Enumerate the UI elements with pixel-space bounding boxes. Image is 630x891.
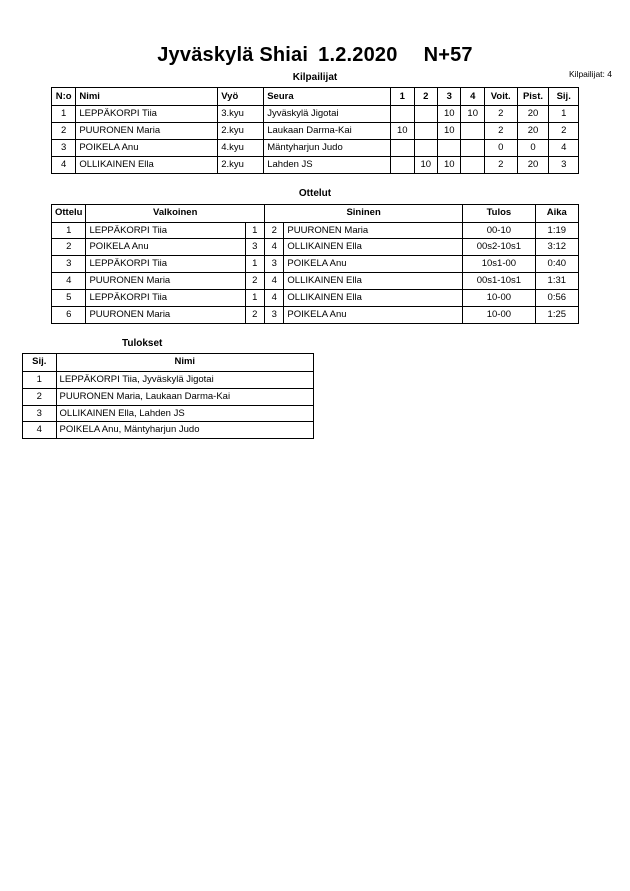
cell-round-3: 10 <box>438 106 461 123</box>
table-header-row <box>52 204 579 222</box>
table-row <box>52 273 579 290</box>
cell-rank: 1 <box>549 106 579 123</box>
cell-blue-seed: 3 <box>265 306 284 323</box>
cell-match-no: 1 <box>52 222 86 239</box>
cell-result-name: PUURONEN Maria, Laukaan Darma-Kai <box>56 388 313 405</box>
cell-blue-name: OLLIKAINEN Ella <box>284 290 463 307</box>
column-header-wins: Voit. <box>484 88 517 106</box>
cell-white-name: PUURONEN Maria <box>86 306 245 323</box>
cell-white-name: PUURONEN Maria <box>86 273 245 290</box>
cell-white-name: LEPPÄKORPI Tiia <box>86 290 245 307</box>
cell-club: Mäntyharjun Judo <box>264 139 391 156</box>
title-event: Jyväskylä Shiai <box>157 44 309 66</box>
page-title <box>0 0 630 67</box>
cell-round-4 <box>461 122 484 139</box>
cell-wins: 2 <box>484 122 517 139</box>
cell-white-seed: 2 <box>245 273 264 290</box>
cell-match-no: 2 <box>52 239 86 256</box>
table-row <box>52 222 579 239</box>
cell-belt: 2.kyu <box>218 156 264 173</box>
column-header-round-4: 4 <box>461 88 484 106</box>
cell-no: 3 <box>52 139 76 156</box>
cell-round-4: 10 <box>461 106 484 123</box>
cell-result-rank: 2 <box>23 388 57 405</box>
cell-white-name: POIKELA Anu <box>86 239 245 256</box>
column-header-result-name: Nimi <box>56 353 313 371</box>
competitor-count: Kilpailijat: 4 <box>569 69 612 79</box>
table-row <box>52 306 579 323</box>
cell-name: OLLIKAINEN Ella <box>76 156 218 173</box>
cell-blue-name: PUURONEN Maria <box>284 222 463 239</box>
results-heading: Tulokset <box>122 337 163 349</box>
cell-round-1 <box>391 156 414 173</box>
cell-round-2 <box>414 139 437 156</box>
table-header-row <box>23 353 314 371</box>
table-row <box>23 422 314 439</box>
cell-rank: 3 <box>549 156 579 173</box>
column-header-white: Valkoinen <box>86 204 265 222</box>
column-header-club: Seura <box>264 88 391 106</box>
cell-time: 3:12 <box>535 239 578 256</box>
cell-round-4 <box>461 139 484 156</box>
table-row <box>23 371 314 388</box>
cell-result-name: LEPPÄKORPI Tiia, Jyväskylä Jigotai <box>56 371 313 388</box>
cell-white-seed: 1 <box>245 256 264 273</box>
cell-result: 00-10 <box>463 222 535 239</box>
cell-points: 0 <box>517 139 549 156</box>
column-header-round-2: 2 <box>414 88 437 106</box>
table-row <box>52 239 579 256</box>
cell-round-2 <box>414 106 437 123</box>
table-row <box>52 256 579 273</box>
cell-points: 20 <box>517 122 549 139</box>
matches-heading: Ottelut <box>298 187 332 199</box>
competitors-heading: Kilpailijat <box>292 72 338 83</box>
cell-blue-name: OLLIKAINEN Ella <box>284 273 463 290</box>
cell-white-seed: 3 <box>245 239 264 256</box>
cell-wins: 0 <box>484 139 517 156</box>
cell-belt: 4.kyu <box>218 139 264 156</box>
column-header-result: Tulos <box>463 204 535 222</box>
cell-result-rank: 3 <box>23 405 57 422</box>
competitors-table-wrap <box>0 87 630 174</box>
cell-blue-name: POIKELA Anu <box>284 306 463 323</box>
cell-result: 00s2-10s1 <box>463 239 535 256</box>
cell-wins: 2 <box>484 106 517 123</box>
cell-round-4 <box>461 156 484 173</box>
title-category: N+57 <box>423 44 473 66</box>
cell-blue-seed: 3 <box>265 256 284 273</box>
table-row <box>52 290 579 307</box>
cell-club: Lahden JS <box>264 156 391 173</box>
cell-blue-name: OLLIKAINEN Ella <box>284 239 463 256</box>
cell-result-name: OLLIKAINEN Ella, Lahden JS <box>56 405 313 422</box>
competitors-table <box>51 87 579 174</box>
cell-result-rank: 1 <box>23 371 57 388</box>
cell-blue-name: POIKELA Anu <box>284 256 463 273</box>
cell-name: PUURONEN Maria <box>76 122 218 139</box>
cell-no: 2 <box>52 122 76 139</box>
cell-round-3 <box>438 139 461 156</box>
cell-time: 1:19 <box>535 222 578 239</box>
results-table-wrap <box>0 353 630 440</box>
cell-match-no: 6 <box>52 306 86 323</box>
column-header-belt: Vyö <box>218 88 264 106</box>
table-row <box>23 388 314 405</box>
cell-match-no: 4 <box>52 273 86 290</box>
cell-rank: 4 <box>549 139 579 156</box>
column-header-rank: Sij. <box>549 88 579 106</box>
cell-round-2: 10 <box>414 156 437 173</box>
column-header-round-3: 3 <box>438 88 461 106</box>
cell-white-name: LEPPÄKORPI Tiia <box>86 222 245 239</box>
cell-match-no: 3 <box>52 256 86 273</box>
cell-round-2 <box>414 122 437 139</box>
column-header-points: Pist. <box>517 88 549 106</box>
cell-club: Laukaan Darma-Kai <box>264 122 391 139</box>
matches-table-wrap <box>0 204 630 324</box>
cell-belt: 3.kyu <box>218 106 264 123</box>
cell-time: 0:56 <box>535 290 578 307</box>
table-row <box>52 106 579 123</box>
results-table <box>22 353 314 440</box>
title-date: 1.2.2020 <box>318 44 398 66</box>
column-header-time: Aika <box>535 204 578 222</box>
cell-time: 1:31 <box>535 273 578 290</box>
cell-name: POIKELA Anu <box>76 139 218 156</box>
cell-wins: 2 <box>484 156 517 173</box>
cell-round-3: 10 <box>438 156 461 173</box>
cell-white-name: LEPPÄKORPI Tiia <box>86 256 245 273</box>
cell-round-1 <box>391 106 414 123</box>
cell-no: 4 <box>52 156 76 173</box>
cell-result-rank: 4 <box>23 422 57 439</box>
cell-round-1: 10 <box>391 122 414 139</box>
table-header-row <box>52 88 579 106</box>
table-row <box>23 405 314 422</box>
cell-points: 20 <box>517 106 549 123</box>
column-header-match-no: Ottelu <box>52 204 86 222</box>
table-row <box>52 139 579 156</box>
cell-result-name: POIKELA Anu, Mäntyharjun Judo <box>56 422 313 439</box>
cell-match-no: 5 <box>52 290 86 307</box>
matches-table <box>51 204 579 324</box>
cell-result: 10-00 <box>463 306 535 323</box>
cell-blue-seed: 4 <box>265 239 284 256</box>
cell-time: 1:25 <box>535 306 578 323</box>
cell-blue-seed: 4 <box>265 290 284 307</box>
cell-time: 0:40 <box>535 256 578 273</box>
cell-club: Jyväskylä Jigotai <box>264 106 391 123</box>
cell-result: 10s1-00 <box>463 256 535 273</box>
cell-round-3: 10 <box>438 122 461 139</box>
column-header-result-rank: Sij. <box>23 353 57 371</box>
cell-white-seed: 1 <box>245 290 264 307</box>
cell-points: 20 <box>517 156 549 173</box>
cell-white-seed: 2 <box>245 306 264 323</box>
cell-blue-seed: 4 <box>265 273 284 290</box>
cell-result: 00s1-10s1 <box>463 273 535 290</box>
table-row <box>52 156 579 173</box>
cell-name: LEPPÄKORPI Tiia <box>76 106 218 123</box>
cell-round-1 <box>391 139 414 156</box>
column-header-round-1: 1 <box>391 88 414 106</box>
column-header-no: N:o <box>52 88 76 106</box>
table-row <box>52 122 579 139</box>
column-header-blue: Sininen <box>265 204 463 222</box>
cell-blue-seed: 2 <box>265 222 284 239</box>
cell-result: 10-00 <box>463 290 535 307</box>
column-header-name: Nimi <box>76 88 218 106</box>
cell-no: 1 <box>52 106 76 123</box>
cell-belt: 2.kyu <box>218 122 264 139</box>
cell-white-seed: 1 <box>245 222 264 239</box>
cell-rank: 2 <box>549 122 579 139</box>
